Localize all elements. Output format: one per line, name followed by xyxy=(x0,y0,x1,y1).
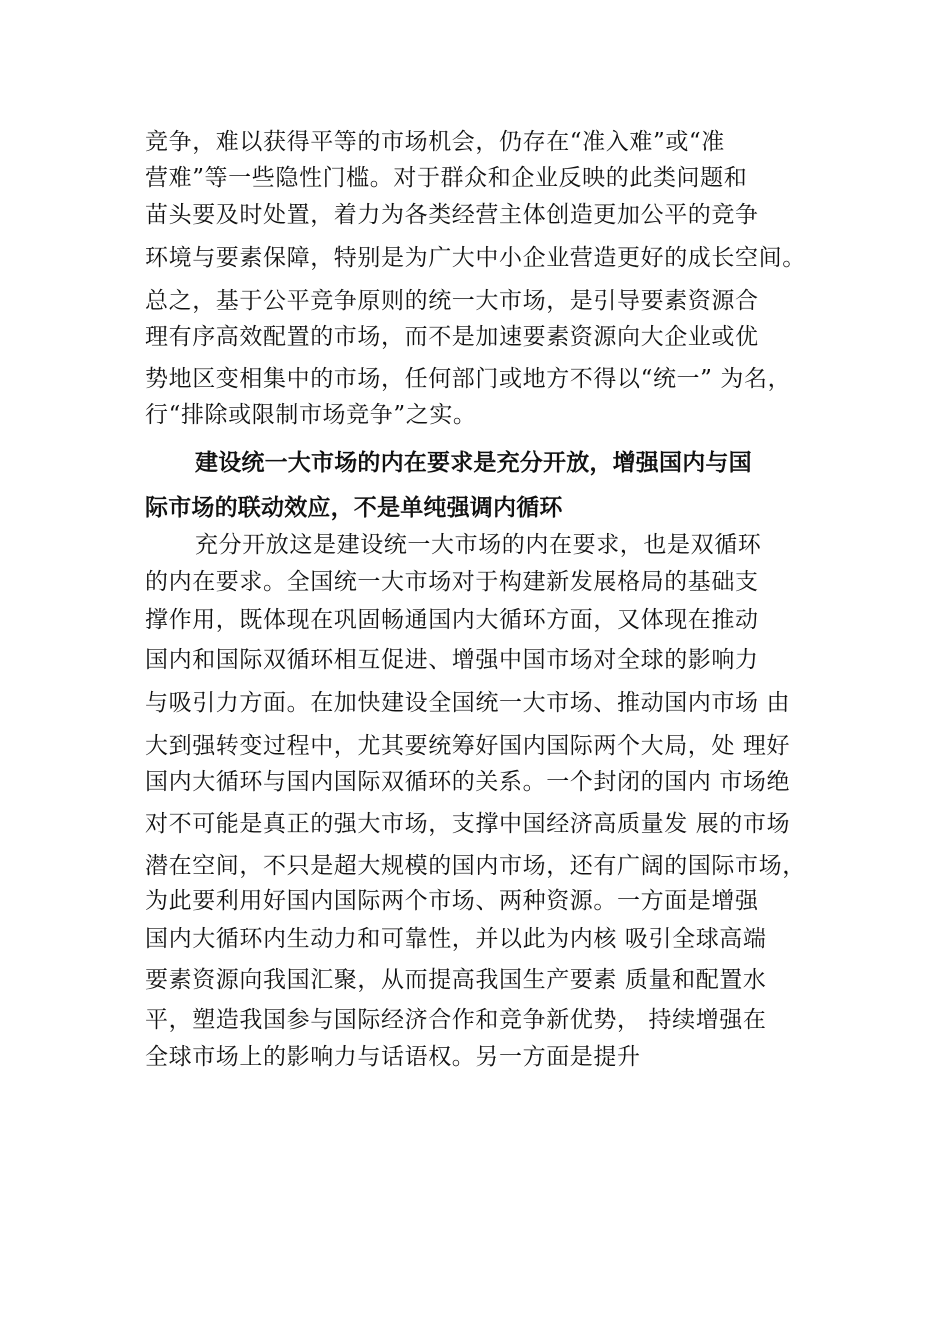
section-heading-line-1: 建设统一大市场的内在要求是充分开放，增强国内与国 xyxy=(195,450,752,476)
paragraph-1-line-8: 行“排除或限制市场竞争”之实。 xyxy=(145,402,477,428)
paragraph-1-line-1: 竞争，难以获得平等的市场机会，仍存在“准入难”或“准 xyxy=(145,129,725,155)
paragraph-2-line-4: 国内和国际双循环相互促进、增强中国市场对全球的影响力 xyxy=(145,647,759,673)
paragraph-2-line-10: 为此要利用好国内国际两个市场、两种资源。一方面是增强 xyxy=(145,888,759,914)
paragraph-2-line-9: 潜在空间，不只是超大规模的国内市场，还有广阔的国际市场， xyxy=(145,853,806,879)
paragraph-2-line-12: 要素资源向我国汇聚，从而提高我国生产要素 质量和配置水 xyxy=(145,967,767,993)
paragraph-1-line-7: 势地区变相集中的市场，任何部门或地方不得以“统一” 为名， xyxy=(145,366,792,392)
paragraph-1-line-3: 苗头要及时处置，着力为各类经营主体创造更加公平的竞争 xyxy=(145,202,759,228)
paragraph-1-line-5: 总之，基于公平竞争原则的统一大市场，是引导要素资源合 xyxy=(145,288,759,314)
paragraph-1-line-4: 环境与要素保障，特别是为广大中小企业营造更好的成长空间。 xyxy=(145,245,806,271)
paragraph-2-line-1: 充分开放这是建设统一大市场的内在要求，也是双循环 xyxy=(195,532,762,558)
paragraph-2-line-8: 对不可能是真正的强大市场，支撑中国经济高质量发 展的市场 xyxy=(145,811,791,837)
paragraph-2-line-6: 大到强转变过程中，尤其要统筹好国内国际两个大局，处 理好 xyxy=(145,733,791,759)
section-heading-line-2: 际市场的联动效应，不是单纯强调内循环 xyxy=(145,495,563,521)
paragraph-1-line-2: 营难”等一些隐性门槛。对于群众和企业反映的此类问题和 xyxy=(145,165,748,191)
paragraph-2-line-14: 全球市场上的影响力与话语权。另一方面是提升 xyxy=(145,1044,641,1070)
paragraph-2-line-5: 与吸引力方面。在加快建设全国统一大市场、推动国内市场 由 xyxy=(145,690,791,716)
paragraph-2-line-2: 的内在要求。全国统一大市场对于构建新发展格局的基础支 xyxy=(145,569,759,595)
paragraph-2-line-11: 国内大循环内生动力和可靠性，并以此为内核 吸引全球高端 xyxy=(145,926,767,952)
paragraph-1-line-6: 理有序高效配置的市场，而不是加速要素资源向大企业或优 xyxy=(145,324,759,350)
paragraph-2-line-13: 平，塑造我国参与国际经济合作和竞争新优势， 持续增强在 xyxy=(145,1007,767,1033)
paragraph-2-line-3: 撑作用，既体现在巩固畅通国内大循环方面，又体现在推动 xyxy=(145,607,759,633)
paragraph-2-line-7: 国内大循环与国内国际双循环的关系。一个封闭的国内 市场绝 xyxy=(145,769,791,795)
